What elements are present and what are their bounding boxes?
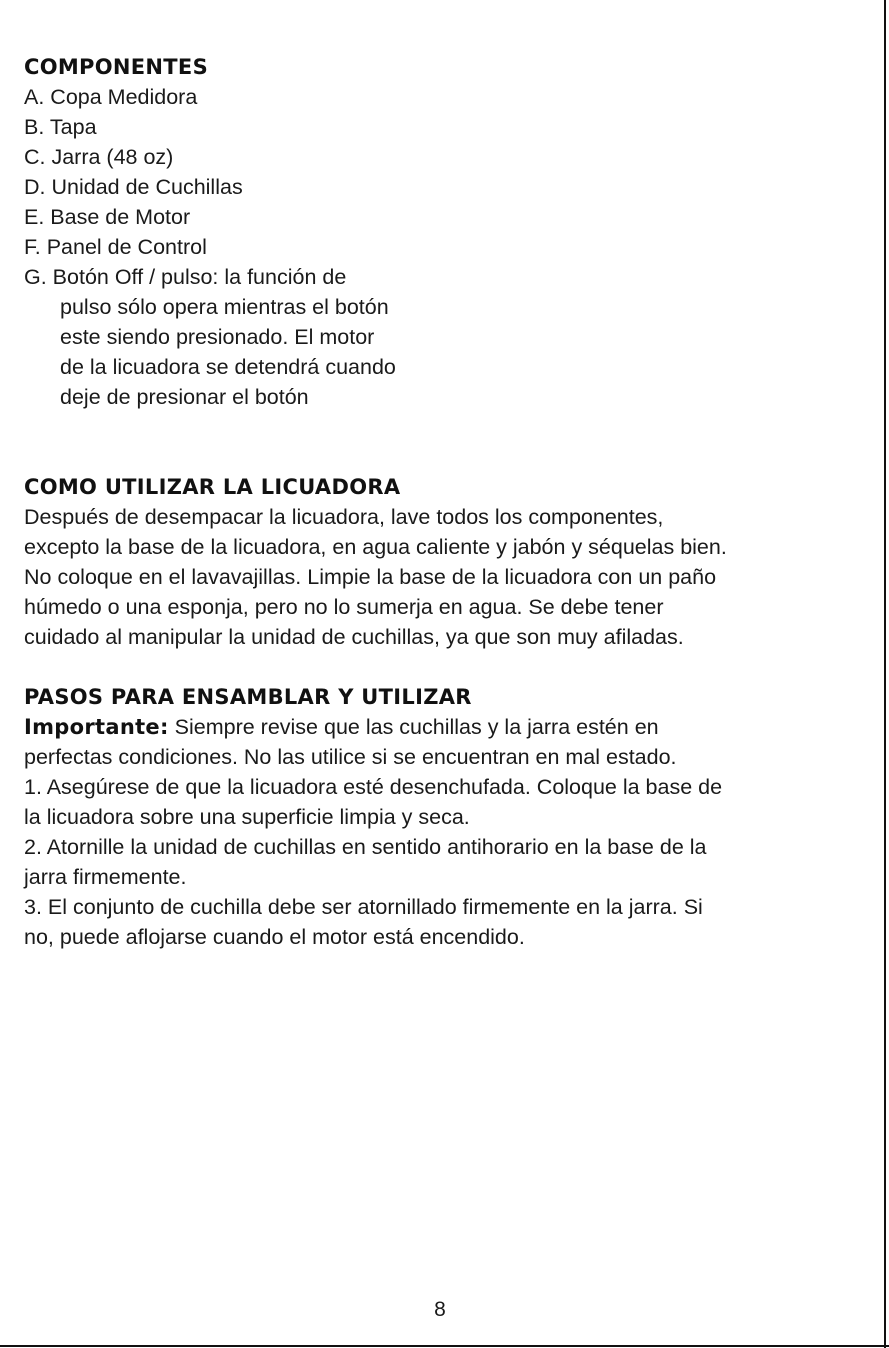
- assembly-heading: PASOS PARA ENSAMBLAR Y UTILIZAR: [24, 685, 472, 709]
- component-item-b: B. Tapa: [24, 115, 97, 139]
- assembly-line: perfectas condiciones. No las utilice si se encuentran en mal estado.: [24, 745, 677, 769]
- usage-line: No coloque en el lavavajillas. Limpie la base de la licuadora con un paño: [24, 565, 717, 589]
- assembly-step-2: 2. Atornille la unidad de cuchillas en sentido antihorario en la base de la: [24, 835, 707, 859]
- component-item-d: D. Unidad de Cuchillas: [24, 175, 243, 199]
- assembly-line: la licuadora sobre una superficie limpia y seca.: [24, 805, 470, 829]
- assembly-step-3: 3. El conjunto de cuchilla debe ser atornillado firmemente en la jarra. Si: [24, 895, 703, 919]
- usage-line: excepto la base de la licuadora, en agua caliente y jabón y séquelas bien.: [24, 535, 727, 559]
- component-item-g-continuation: deje de presionar el botón: [60, 385, 309, 409]
- section-spacer: [24, 652, 874, 682]
- component-item-g-continuation: de la licuadora se detendrá cuando: [60, 355, 396, 379]
- component-item-c: C. Jarra (48 oz): [24, 145, 174, 169]
- usage-heading: COMO UTILIZAR LA LICUADORA: [24, 475, 401, 499]
- section-spacer: [24, 412, 874, 472]
- component-item-g-continuation: este siendo presionado. El motor: [60, 325, 375, 349]
- page-content: [24, 52, 874, 952]
- component-item-g: G. Botón Off / pulso: la función de: [24, 265, 347, 289]
- usage-section: [24, 472, 874, 652]
- important-label: Importante:: [24, 715, 169, 739]
- component-item-a: A. Copa Medidora: [24, 85, 198, 109]
- components-heading: COMPONENTES: [24, 55, 208, 79]
- component-item-g-continuation: pulso sólo opera mientras el botón: [60, 295, 389, 319]
- assembly-line: jarra firmemente.: [24, 865, 187, 889]
- usage-line: cuidado al manipular la unidad de cuchillas, ya que son muy afiladas.: [24, 625, 684, 649]
- component-item-e: E. Base de Motor: [24, 205, 191, 229]
- page-number: 8: [434, 1298, 446, 1321]
- important-text: Siempre revise que las cuchillas y la jarra estén en: [168, 715, 659, 739]
- right-edge-rule: [884, 0, 886, 1348]
- assembly-line: no, puede aflojarse cuando el motor está encendido.: [24, 925, 525, 949]
- assembly-section: [24, 682, 874, 952]
- usage-line: Después de desempacar la licuadora, lave todos los componentes,: [24, 505, 664, 529]
- usage-line: húmedo o una esponja, pero no lo sumerja en agua. Se debe tener: [24, 595, 664, 619]
- assembly-step-1: 1. Asegúrese de que la licuadora esté desenchufada. Coloque la base de: [24, 775, 723, 799]
- component-item-f: F. Panel de Control: [24, 235, 207, 259]
- components-section: [24, 52, 874, 412]
- bottom-edge-rule: [0, 1345, 889, 1347]
- important-note: [24, 712, 874, 742]
